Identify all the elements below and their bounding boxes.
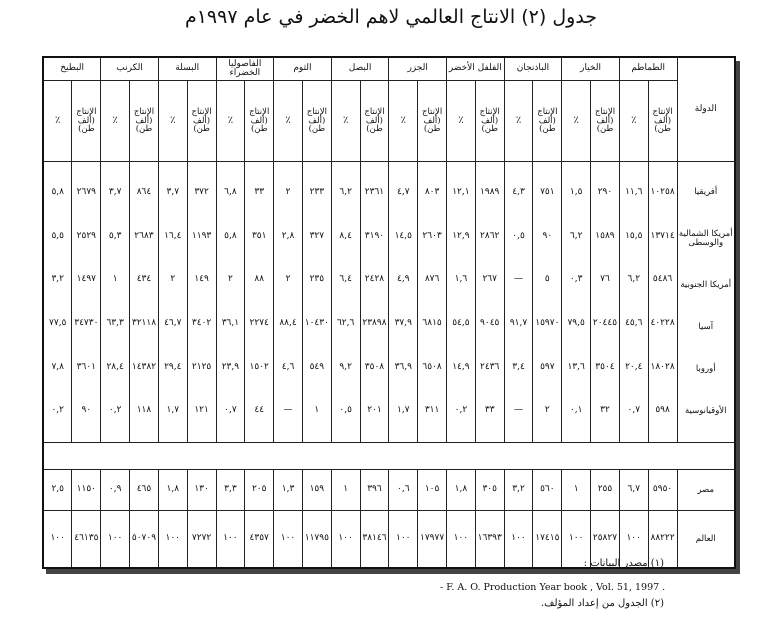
percent-value: ٤,٦ xyxy=(281,361,295,372)
production-value: ٤٣٥٧ xyxy=(245,511,274,569)
production-value: ٢٦٧٩ xyxy=(76,187,97,198)
percent-value: ٣,٣ xyxy=(216,470,245,511)
production-value: ٤٠٢٢٨ xyxy=(650,318,675,329)
spacer-row xyxy=(43,443,735,470)
percent-column xyxy=(158,162,187,443)
percent-value: ١ xyxy=(562,470,591,511)
percent-value: ١ xyxy=(112,274,118,285)
percent-value: ٩١,٧ xyxy=(509,318,528,329)
percent-value: ٦,٧ xyxy=(619,470,648,511)
region-label: الأوقيانوسية xyxy=(684,406,727,417)
percent-column xyxy=(562,162,591,443)
percent-value: ١٦,٤ xyxy=(164,230,182,241)
production-value: ٤٦١٣٥ xyxy=(72,511,101,569)
percent-value: ٦,٨ xyxy=(224,187,237,198)
production-value: ٢٨٦٢ xyxy=(480,230,500,241)
production-value: ٢٦٨٣ xyxy=(134,230,154,241)
production-value: ٢٣٣ xyxy=(309,187,325,198)
production-value: ٢٤٢٨ xyxy=(364,274,385,285)
production-value: ١ xyxy=(314,405,320,416)
percent-value: ٧٩,٥ xyxy=(567,318,585,329)
production-value: ٣١٩٠ xyxy=(364,230,385,241)
percent-value: ٤٦,٧ xyxy=(164,318,182,329)
percent-value: ٨,٤ xyxy=(339,230,352,241)
percent-value: ٧,٨ xyxy=(51,361,64,372)
world-label: العالم xyxy=(677,511,735,569)
percent-value: ٠,٢ xyxy=(51,405,64,416)
production-value: ٦٨١٥ xyxy=(422,318,442,329)
percent-value: ٦,٤ xyxy=(339,274,352,285)
production-column xyxy=(245,162,274,443)
percent-value: — xyxy=(514,405,524,416)
region-label: أمريكا الشمالية والوسطى xyxy=(678,228,733,248)
production-value: ٣٢١١٨ xyxy=(131,318,157,329)
production-value: ٥٦٠ xyxy=(533,470,562,511)
production-value: ١٤٩ xyxy=(194,274,209,285)
production-column xyxy=(72,162,101,443)
production-value: ١٤٩٧ xyxy=(76,274,97,285)
production-value: ١٠٤٣٠ xyxy=(304,318,329,329)
percent-header: ٪ xyxy=(447,81,476,162)
production-column xyxy=(648,162,677,443)
production-value: ٢٣٦١ xyxy=(364,187,385,198)
production-value: ٣٤٠٢ xyxy=(191,318,212,329)
source-reference: - F. A. O. Production Year book , Vol. 51, 1997 . xyxy=(440,582,666,593)
percent-value: ١٤,٥ xyxy=(394,230,412,241)
percent-header: ٪ xyxy=(43,81,72,162)
production-value: ٩٠ xyxy=(81,405,92,416)
crop-header: البسلة xyxy=(158,57,216,81)
percent-value: ٥٤,٥ xyxy=(452,318,470,329)
percent-value: ١٠٠ xyxy=(43,511,72,569)
percent-value: ١٣,٦ xyxy=(567,361,585,372)
production-value: ٢٦٠٣ xyxy=(422,230,442,241)
crop-header: الفلفل الأخضر xyxy=(447,57,505,81)
production-value: ٣٣ xyxy=(254,187,265,198)
percent-value: ٣,٧ xyxy=(108,187,122,198)
percent-value: ٣,٢ xyxy=(504,470,533,511)
production-value: ٢٦٧ xyxy=(482,274,497,285)
crop-header: الثوم xyxy=(274,57,332,81)
percent-value: ٢ xyxy=(285,274,291,285)
percent-value: ٢٠,٤ xyxy=(625,361,643,372)
percent-column xyxy=(331,162,360,443)
production-value: ١١٥٠ xyxy=(72,470,101,511)
production-value: ١٥٩٧٠ xyxy=(535,318,560,329)
percent-value: ٢٨,٤ xyxy=(106,361,124,372)
production-value: ٤٦٥ xyxy=(130,470,159,511)
production-unit-header: الإنتاج (ألف طن) xyxy=(302,81,331,162)
regions-cell xyxy=(677,162,735,443)
country-header: الدولة xyxy=(677,57,735,162)
table-title: جدول (٢) الانتاج العالمي لاهم الخضر في عام ١٩٩٧م xyxy=(184,6,598,28)
percent-value: ٢٩,٤ xyxy=(164,361,182,372)
percent-value: — xyxy=(514,274,524,285)
production-value: ٣٧٢ xyxy=(194,187,209,198)
production-value: ٧٥١ xyxy=(540,187,555,198)
production-value: ١٣٧١٤ xyxy=(650,230,675,241)
production-value: ٥٠٧٠٩ xyxy=(130,511,159,569)
production-value: ٣٥١ xyxy=(251,230,267,241)
percent-value: ١٢,١ xyxy=(452,187,470,198)
production-column xyxy=(360,162,389,443)
production-value: ٨٧٦ xyxy=(424,274,440,285)
percent-value: — xyxy=(283,405,293,416)
percent-header: ٪ xyxy=(619,81,648,162)
percent-value: ١٠٠ xyxy=(504,511,533,569)
percent-value: ٠,٩ xyxy=(101,470,130,511)
percent-value: ٢ xyxy=(170,274,176,285)
production-value: ٢٣٨٩٨ xyxy=(362,318,387,329)
production-value: ٣٠٥ xyxy=(475,470,504,511)
regions-row xyxy=(43,162,735,443)
percent-value: ٠,٢ xyxy=(454,405,468,416)
percent-value: ٢٣,٩ xyxy=(221,361,240,372)
percent-value: ١٠٠ xyxy=(331,511,360,569)
percent-value: ٠,٢ xyxy=(108,405,122,416)
crop-header: الطماطم xyxy=(619,57,677,81)
percent-value: ٨٨,٤ xyxy=(279,318,297,329)
production-value: ٨٠٣ xyxy=(424,187,440,198)
percent-header: ٪ xyxy=(158,81,187,162)
production-value: ٢٠٤٤٥ xyxy=(592,318,618,329)
percent-value: ١١,٦ xyxy=(625,187,643,198)
production-value: ٩٠ xyxy=(542,230,553,241)
percent-header: ٪ xyxy=(274,81,303,162)
region-label: آسيا xyxy=(698,322,714,333)
percent-column xyxy=(274,162,303,443)
production-value: ٣٩٦ xyxy=(360,470,389,511)
percent-column xyxy=(216,162,245,443)
percent-value: ٣٦,٩ xyxy=(394,361,412,372)
production-value: ٢٥٥ xyxy=(591,470,620,511)
percent-value: ٠,٧ xyxy=(224,405,237,416)
production-value: ١٥٩ xyxy=(302,470,331,511)
percent-value: ٥,٣ xyxy=(108,230,122,241)
production-column xyxy=(591,162,620,443)
percent-value: ٥,٥ xyxy=(51,230,64,241)
crop-header: الجزر xyxy=(389,57,447,81)
crop-header-row xyxy=(43,57,735,81)
production-value: ١١٨ xyxy=(136,405,152,416)
percent-header: ٪ xyxy=(216,81,245,162)
production-value: ٥ xyxy=(544,274,550,285)
percent-value: ٣,٢ xyxy=(51,274,64,285)
production-value: ١٠٢٥٨ xyxy=(650,187,675,198)
percent-value: ٦٢,٦ xyxy=(336,318,355,329)
percent-value: ١٠٠ xyxy=(562,511,591,569)
production-value: ٤٣٤ xyxy=(136,274,152,285)
percent-value: ١,٨ xyxy=(158,470,187,511)
production-value: ٢٣٥ xyxy=(309,274,325,285)
percent-value: ١٠٠ xyxy=(274,511,303,569)
production-unit-header: الإنتاج (ألف طن) xyxy=(130,81,159,162)
production-unit-header: الإنتاج (ألف طن) xyxy=(418,81,447,162)
percent-column xyxy=(101,162,130,443)
percent-value: ٤,٧ xyxy=(397,187,410,198)
production-value: ٥٩٨ xyxy=(655,405,670,416)
crop-header: البصل xyxy=(331,57,389,81)
production-value: ٣٥٠٨ xyxy=(364,361,385,372)
production-value: ١٢١ xyxy=(194,405,209,416)
percent-value: ٦,٢ xyxy=(569,230,583,241)
production-value: ١٧٩٧٧ xyxy=(418,511,447,569)
production-value: ٢٠٥ xyxy=(245,470,274,511)
crop-header: الفاصوليا الخضراء xyxy=(216,57,274,81)
percent-column xyxy=(43,162,72,443)
percent-value: ٤٥,٦ xyxy=(625,318,643,329)
unit-header-row xyxy=(43,81,735,162)
author-note: (٢) الجدول من إعداد المؤلف. xyxy=(540,598,664,609)
percent-value: ٢,٥ xyxy=(43,470,72,511)
region-label: أمريكا الجنوبية xyxy=(680,279,732,290)
production-value: ١٨٠٢٨ xyxy=(650,361,675,372)
production-value: ٨٦٤ xyxy=(136,187,152,198)
production-value: ٩٠٤٥ xyxy=(480,318,500,329)
production-column xyxy=(302,162,331,443)
production-unit-header: الإنتاج (ألف طن) xyxy=(245,81,274,162)
production-value: ٣٢ xyxy=(600,405,610,416)
percent-value: ١٥,٥ xyxy=(625,230,643,241)
production-unit-header: الإنتاج (ألف طن) xyxy=(648,81,677,162)
percent-value: ٩,٢ xyxy=(339,361,352,372)
percent-value: ١٤,٩ xyxy=(452,361,470,372)
production-value: ٦٥٠٨ xyxy=(422,361,442,372)
production-value: ١٣٠ xyxy=(187,470,216,511)
percent-column xyxy=(504,162,533,443)
production-value: ٥٩٧ xyxy=(540,361,555,372)
percent-value: ٠,٥ xyxy=(512,230,525,241)
percent-header: ٪ xyxy=(331,81,360,162)
percent-value: ٠,٦ xyxy=(389,470,418,511)
production-unit-header: الإنتاج (ألف طن) xyxy=(533,81,562,162)
egypt-label: مصر xyxy=(677,470,735,511)
crop-header: الكرنب xyxy=(101,57,159,81)
production-value: ١٥٨٩ xyxy=(595,230,615,241)
production-unit-header: الإنتاج (ألف طن) xyxy=(360,81,389,162)
production-value: ٢٤٣٦ xyxy=(480,361,500,372)
production-value: ٢٩٠ xyxy=(597,187,613,198)
production-unit-header: الإنتاج (ألف طن) xyxy=(475,81,504,162)
percent-value: ٣٧,٩ xyxy=(394,318,412,329)
production-value: ٥٩٥٠ xyxy=(648,470,677,511)
crop-header: البطيخ xyxy=(43,57,101,81)
production-value: ٥٤٩ xyxy=(309,361,325,372)
percent-value: ٠,٧ xyxy=(627,405,641,416)
production-column xyxy=(130,162,159,443)
production-unit-header: الإنتاج (ألف طن) xyxy=(187,81,216,162)
source-label: (١) مصدر البيانات : xyxy=(583,558,664,569)
production-value: ٣١١ xyxy=(424,405,440,416)
percent-header: ٪ xyxy=(504,81,533,162)
vegetable-production-table xyxy=(42,56,736,569)
percent-value: ١٢,٩ xyxy=(452,230,470,241)
percent-value: ١,٦ xyxy=(454,274,468,285)
production-value: ٨٨٢٢٢ xyxy=(648,511,677,569)
production-value: ١٩٨٩ xyxy=(480,187,500,198)
percent-value: ١,٣ xyxy=(274,470,303,511)
production-value: ٨٨ xyxy=(254,274,265,285)
production-value: ٢١٢٥ xyxy=(191,361,212,372)
percent-column xyxy=(447,162,476,443)
percent-value: ١٠٠ xyxy=(619,511,648,569)
egypt-row xyxy=(43,470,735,511)
production-value: ١١٩٣ xyxy=(191,230,212,241)
production-column xyxy=(475,162,504,443)
percent-value: ٠,١ xyxy=(569,405,583,416)
percent-value: ١٠٠ xyxy=(216,511,245,569)
production-value: ٣٤٧٣٠ xyxy=(74,318,99,329)
percent-value: ٧٧,٥ xyxy=(49,318,67,329)
production-value: ٣٢٧ xyxy=(309,230,325,241)
percent-value: ١ xyxy=(331,470,360,511)
percent-value: ١٠٠ xyxy=(101,511,130,569)
crop-header: الباذنجان xyxy=(504,57,562,81)
spacer-cell xyxy=(43,443,735,470)
percent-value: ٥,٨ xyxy=(224,230,237,241)
percent-value: ٤,٣ xyxy=(512,187,525,198)
production-column xyxy=(187,162,216,443)
percent-value: ٦٣,٣ xyxy=(106,318,124,329)
percent-value: ٤,٩ xyxy=(397,274,410,285)
percent-value: ٢ xyxy=(285,187,291,198)
production-value: ١٦٣٩٣ xyxy=(475,511,504,569)
percent-header: ٪ xyxy=(101,81,130,162)
percent-value: ٦,٢ xyxy=(339,187,352,198)
production-value: ٢٠١ xyxy=(367,405,382,416)
percent-value: ٢ xyxy=(227,274,233,285)
production-value: ٢٢٧٤ xyxy=(249,318,269,329)
percent-column xyxy=(619,162,648,443)
percent-value: ١,٨ xyxy=(447,470,476,511)
production-value: ٢ xyxy=(544,405,550,416)
percent-value: ٣,٧ xyxy=(166,187,180,198)
percent-value: ٥,٨ xyxy=(51,187,64,198)
production-value: ٢٥٨٢٧ xyxy=(591,511,620,569)
percent-column xyxy=(389,162,418,443)
percent-header: ٪ xyxy=(389,81,418,162)
production-value: ٣٥٠٤ xyxy=(595,361,615,372)
production-value: ٢٥٢٩ xyxy=(76,230,97,241)
region-label: أوروبا xyxy=(695,364,716,375)
production-value: ١٤٣٨٢ xyxy=(131,361,157,372)
production-value: ١٥٠٢ xyxy=(249,361,269,372)
percent-value: ٠,٣ xyxy=(569,274,583,285)
percent-value: ١٠٠ xyxy=(447,511,476,569)
percent-value: ١,٧ xyxy=(397,405,410,416)
percent-value: ١٠٠ xyxy=(158,511,187,569)
production-column xyxy=(533,162,562,443)
production-column xyxy=(418,162,447,443)
percent-header: ٪ xyxy=(562,81,591,162)
production-value: ١٠٥ xyxy=(418,470,447,511)
percent-value: ١,٧ xyxy=(166,405,180,416)
production-value: ١٧٤١٥ xyxy=(533,511,562,569)
percent-value: ٣٦,١ xyxy=(221,318,240,329)
production-value: ٧٢٧٢ xyxy=(187,511,216,569)
percent-value: ٠,٥ xyxy=(339,405,352,416)
region-label: أفريقيا xyxy=(694,186,718,197)
percent-value: ٣,٤ xyxy=(512,361,525,372)
production-value: ٥٤٨٦ xyxy=(652,274,673,285)
percent-value: ٦,٢ xyxy=(627,274,641,285)
percent-value: ١٠٠ xyxy=(389,511,418,569)
production-value: ١١٧٩٥ xyxy=(302,511,331,569)
production-value: ٧٦ xyxy=(600,274,610,285)
percent-value: ٢,٨ xyxy=(281,230,295,241)
production-unit-header: الإنتاج (ألف طن) xyxy=(72,81,101,162)
production-value: ٣٦٠١ xyxy=(76,361,97,372)
production-value: ٣٣ xyxy=(484,405,495,416)
crop-header: الخيار xyxy=(562,57,620,81)
production-unit-header: الإنتاج (ألف طن) xyxy=(591,81,620,162)
percent-value: ١,٥ xyxy=(569,187,583,198)
production-value: ٣٨١٤٦ xyxy=(360,511,389,569)
production-value: ٤٤ xyxy=(254,405,265,416)
